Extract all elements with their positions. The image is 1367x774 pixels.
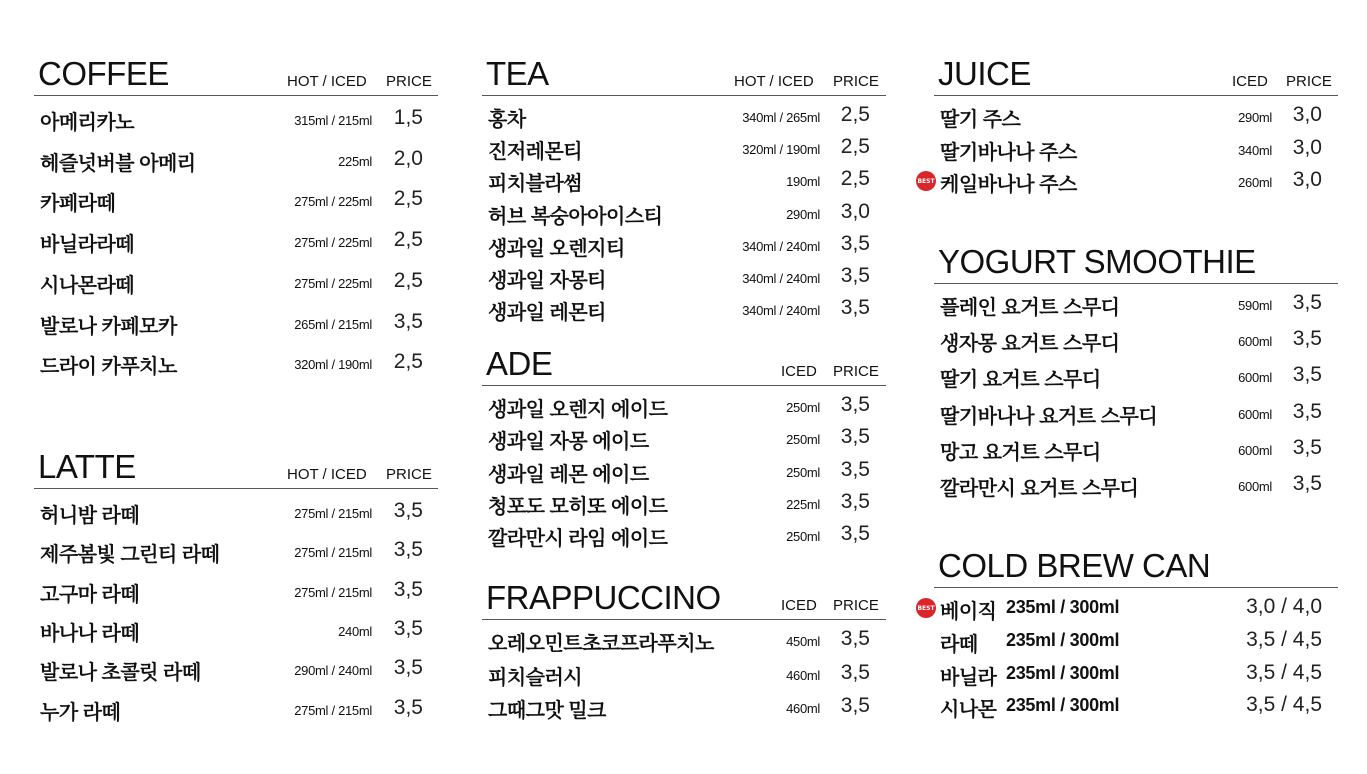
tea-header xyxy=(482,55,886,96)
tea-item xyxy=(482,262,886,292)
yogurt-item-price: 3,5 xyxy=(1292,435,1322,459)
coffee-item-size: 315ml / 215ml xyxy=(294,113,372,128)
yogurt-item-name: 망고 요거트 스무디 xyxy=(940,441,1101,464)
tea-item-price: 3,5 xyxy=(840,231,870,255)
latte-item xyxy=(34,497,438,527)
ade-item xyxy=(482,456,886,486)
tea-title: TEA xyxy=(486,55,549,92)
yogurt-item-name: 플레인 요거트 스무디 xyxy=(940,297,1120,319)
best-badge-icon: BEST xyxy=(916,171,936,191)
yogurt-item-size: 600ml xyxy=(1238,479,1272,494)
tea-item xyxy=(482,198,886,228)
frappuccino-item xyxy=(482,625,886,655)
best-badge-icon: BEST xyxy=(916,598,936,618)
frappuccino-title: FRAPPUCCINO xyxy=(486,579,721,616)
coffee-item xyxy=(34,226,438,256)
latte-size-column-header: HOT / ICED xyxy=(287,466,367,483)
tea-item xyxy=(482,230,886,260)
tea-item-price: 3,5 xyxy=(840,296,870,320)
latte-item xyxy=(34,694,438,724)
ade-item-price: 3,5 xyxy=(840,425,870,449)
frappuccino-size-column-header: ICED xyxy=(781,597,817,614)
yogurt-item-size: 600ml xyxy=(1238,442,1272,458)
latte-item-name: 제주봄빛 그린티 라떼 xyxy=(40,544,220,567)
yogurt-item-name: 깔라만시 요거트 스무디 xyxy=(940,478,1139,500)
coffee-item-name: 바닐라라떼 xyxy=(40,234,135,257)
latte-item-price: 3,5 xyxy=(393,695,423,719)
frappuccino-section xyxy=(482,579,886,722)
latte-item-size: 275ml / 215ml xyxy=(294,545,372,561)
tea-item-price: 3,0 xyxy=(840,199,870,223)
latte-item-size: 240ml xyxy=(338,623,372,639)
yogurt-item-size: 600ml xyxy=(1238,334,1272,350)
coffee-item xyxy=(34,104,438,134)
tea-item-name: 생과일 자몽티 xyxy=(488,270,606,292)
ade-item xyxy=(482,488,886,518)
juice-section xyxy=(917,55,1338,196)
ade-item-name: 생과일 레몬 에이드 xyxy=(488,463,649,486)
yogurt-item-size: 600ml xyxy=(1238,370,1272,386)
coffee-item-price: 2,5 xyxy=(393,187,423,211)
coffee-item-name: 카페라떼 xyxy=(40,193,116,216)
yogurt-item-price: 3,5 xyxy=(1292,327,1322,351)
juice-item-price: 3,0 xyxy=(1292,135,1322,159)
yogurt-section xyxy=(934,243,1338,500)
latte-item-name: 발로나 초콜릿 라떼 xyxy=(40,662,201,685)
juice-item-size: 260ml xyxy=(1238,175,1272,190)
coldbrew-item-size: 235ml / 300ml xyxy=(1006,629,1120,650)
tea-item-price: 2,5 xyxy=(840,103,870,126)
latte-item-size: 275ml / 215ml xyxy=(294,506,372,521)
latte-item-name: 허니밤 라떼 xyxy=(40,505,140,527)
tea-item-size: 320ml / 190ml xyxy=(742,142,820,158)
latte-item xyxy=(34,615,438,645)
yogurt-item-name: 딸기 요거트 스무디 xyxy=(940,369,1101,392)
yogurt-item-name: 딸기바나나 요거트 스무디 xyxy=(940,405,1158,428)
ade-size-column-header: ICED xyxy=(781,363,817,380)
latte-item-price: 3,5 xyxy=(393,656,423,680)
latte-item-price: 3,5 xyxy=(393,499,423,522)
coldbrew-item xyxy=(917,593,1338,623)
ade-item-size: 250ml xyxy=(786,400,820,415)
coldbrew-item-name: 라떼 xyxy=(940,633,978,656)
frappuccino-price-column-header: PRICE xyxy=(833,597,879,614)
ade-item-price: 3,5 xyxy=(840,393,870,416)
tea-item xyxy=(482,294,886,324)
yogurt-item xyxy=(934,325,1338,355)
coffee-item-price: 2,5 xyxy=(393,228,423,252)
coffee-header xyxy=(34,55,438,96)
coffee-item xyxy=(34,308,438,338)
coffee-item xyxy=(34,145,438,175)
coffee-item-name: 드라이 카푸치노 xyxy=(40,356,177,379)
coffee-item-name: 아메리카노 xyxy=(40,112,135,134)
yogurt-item xyxy=(934,470,1338,500)
coldbrew-item xyxy=(934,691,1338,721)
coffee-item-size: 275ml / 225ml xyxy=(294,194,372,210)
juice-item-name: 딸기 주스 xyxy=(940,109,1021,131)
yogurt-item xyxy=(934,434,1338,464)
tea-item-size: 190ml xyxy=(786,174,820,190)
coffee-price-column-header: PRICE xyxy=(386,73,432,90)
frappuccino-header xyxy=(482,579,886,620)
juice-item-price: 3,0 xyxy=(1292,168,1322,191)
yogurt-item-size: 600ml xyxy=(1238,406,1272,422)
frappuccino-item-price: 3,5 xyxy=(840,660,870,684)
tea-price-column-header: PRICE xyxy=(833,73,879,90)
yogurt-item-size: 590ml xyxy=(1238,298,1272,313)
coldbrew-header xyxy=(934,547,1338,588)
yogurt-item-price: 3,5 xyxy=(1292,472,1322,495)
frappuccino-item-price: 3,5 xyxy=(840,694,870,717)
coldbrew-title: COLD BREW CAN xyxy=(938,547,1211,584)
ade-item xyxy=(482,391,886,421)
latte-item-size: 290ml / 240ml xyxy=(294,663,372,679)
yogurt-item-price: 3,5 xyxy=(1292,363,1322,387)
tea-item-size: 340ml / 240ml xyxy=(742,303,820,319)
ade-item-size: 250ml xyxy=(786,529,820,545)
coldbrew-item-size: 235ml / 300ml xyxy=(1006,662,1120,683)
frappuccino-item-name: 그때그맛 밀크 xyxy=(488,700,606,722)
juice-price-column-header: PRICE xyxy=(1286,73,1332,90)
juice-item xyxy=(917,166,1338,196)
juice-size-column-header: ICED xyxy=(1232,73,1268,90)
coffee-item-price: 3,5 xyxy=(393,309,423,333)
ade-section xyxy=(482,345,886,551)
latte-item-name: 바나나 라떼 xyxy=(40,622,140,645)
latte-section xyxy=(34,448,438,724)
latte-item-name: 누가 라떼 xyxy=(40,701,121,724)
ade-item xyxy=(482,520,886,550)
juice-item xyxy=(934,101,1338,131)
coldbrew-item xyxy=(934,659,1338,689)
yogurt-item xyxy=(934,361,1338,391)
frappuccino-item-size: 460ml xyxy=(786,667,820,683)
ade-item-size: 250ml xyxy=(786,464,820,480)
yogurt-item-name: 생자몽 요거트 스무디 xyxy=(940,333,1120,356)
latte-item-price: 3,5 xyxy=(393,577,423,601)
coldbrew-item-name: 베이직 xyxy=(940,601,997,623)
yogurt-item xyxy=(934,289,1338,319)
coffee-item-size: 225ml xyxy=(338,153,372,169)
juice-item-price: 3,0 xyxy=(1292,103,1322,126)
coffee-item-size: 320ml / 190ml xyxy=(294,357,372,373)
coffee-item-price: 2,0 xyxy=(393,146,423,170)
ade-header xyxy=(482,345,886,386)
coffee-item-size: 265ml / 215ml xyxy=(294,316,372,332)
tea-item-name: 생과일 오렌지티 xyxy=(488,237,625,260)
latte-title: LATTE xyxy=(38,448,136,485)
tea-item-price: 3,5 xyxy=(840,264,870,287)
juice-item xyxy=(934,134,1338,164)
latte-item xyxy=(34,576,438,606)
coldbrew-item-price: 3,0 / 4,0 xyxy=(1246,595,1322,618)
yogurt-item-price: 3,5 xyxy=(1292,291,1322,314)
tea-item xyxy=(482,133,886,163)
tea-item-size: 340ml / 240ml xyxy=(742,238,820,254)
latte-item-price: 3,5 xyxy=(393,538,423,562)
frappuccino-item xyxy=(482,659,886,689)
yogurt-item-price: 3,5 xyxy=(1292,399,1322,423)
tea-item-price: 2,5 xyxy=(840,167,870,191)
tea-item-size: 340ml / 240ml xyxy=(742,271,820,286)
tea-item-name: 생과일 레몬티 xyxy=(488,302,606,325)
tea-size-column-header: HOT / ICED xyxy=(734,73,814,90)
frappuccino-item-size: 450ml xyxy=(786,634,820,649)
coffee-item-name: 헤즐넛버블 아메리 xyxy=(40,152,196,175)
ade-title: ADE xyxy=(486,345,553,382)
juice-item-size: 340ml xyxy=(1238,142,1272,158)
coffee-item-size: 275ml / 225ml xyxy=(294,235,372,251)
latte-item xyxy=(34,654,438,684)
juice-header xyxy=(934,55,1338,96)
latte-item xyxy=(34,536,438,566)
tea-item-size: 340ml / 265ml xyxy=(742,110,820,125)
coffee-item-size: 275ml / 225ml xyxy=(294,275,372,291)
coffee-item xyxy=(34,185,438,215)
frappuccino-item-name: 피치슬러시 xyxy=(488,666,583,689)
juice-item-name: 딸기바나나 주스 xyxy=(940,141,1077,164)
tea-item-name: 진저레몬티 xyxy=(488,141,583,164)
ade-item-price: 3,5 xyxy=(840,522,870,546)
ade-item xyxy=(482,423,886,453)
tea-item xyxy=(482,165,886,195)
latte-price-column-header: PRICE xyxy=(386,466,432,483)
tea-item-price: 2,5 xyxy=(840,135,870,159)
coldbrew-item-price: 3,5 / 4,5 xyxy=(1246,660,1322,684)
coffee-title: COFFEE xyxy=(38,55,169,92)
yogurt-title: YOGURT SMOOTHIE xyxy=(938,243,1256,280)
coffee-item-price: 1,5 xyxy=(393,106,423,129)
frappuccino-item-price: 3,5 xyxy=(840,627,870,650)
ade-item-name: 깔라만시 라임 에이드 xyxy=(488,528,668,551)
latte-item-size: 275ml / 215ml xyxy=(294,584,372,600)
ade-item-name: 생과일 자몽 에이드 xyxy=(488,431,649,454)
latte-item-price: 3,5 xyxy=(393,616,423,640)
tea-item-name: 피치블라썸 xyxy=(488,173,583,196)
coldbrew-item-price: 3,5 / 4,5 xyxy=(1246,693,1322,717)
juice-title: JUICE xyxy=(938,55,1031,92)
coldbrew-item-price: 3,5 / 4,5 xyxy=(1246,627,1322,651)
ade-item-name: 청포도 모히또 에이드 xyxy=(488,495,668,518)
latte-header xyxy=(34,448,438,489)
coldbrew-item xyxy=(934,626,1338,656)
latte-item-size: 275ml / 215ml xyxy=(294,702,372,718)
frappuccino-item-size: 460ml xyxy=(786,701,820,716)
coffee-item-name: 발로나 카페모카 xyxy=(40,315,177,338)
latte-item-name: 고구마 라떼 xyxy=(40,583,140,606)
coffee-item xyxy=(34,267,438,297)
frappuccino-item-name: 오레오민트초코프라푸치노 xyxy=(488,633,714,655)
tea-section xyxy=(482,55,886,325)
coldbrew-item-name: 시나몬 xyxy=(940,699,997,722)
coldbrew-section xyxy=(917,547,1338,722)
coldbrew-item-name: 바닐라 xyxy=(940,666,997,689)
ade-item-price: 3,5 xyxy=(840,489,870,513)
coldbrew-item-size: 235ml / 300ml xyxy=(1006,695,1120,716)
yogurt-item xyxy=(934,398,1338,428)
ade-item-size: 250ml xyxy=(786,432,820,448)
frappuccino-item xyxy=(482,692,886,722)
coffee-item xyxy=(34,348,438,378)
tea-item-size: 290ml xyxy=(786,206,820,222)
ade-item-price: 3,5 xyxy=(840,457,870,481)
yogurt-header xyxy=(934,243,1338,284)
tea-item-name: 홍차 xyxy=(488,109,526,131)
coffee-item-price: 2,5 xyxy=(393,268,423,292)
coffee-section xyxy=(34,55,438,379)
ade-item-size: 225ml xyxy=(786,496,820,512)
coffee-item-price: 2,5 xyxy=(393,350,423,374)
coldbrew-item-size: 235ml / 300ml xyxy=(1006,597,1120,617)
juice-item-name: 케일바나나 주스 xyxy=(940,174,1077,196)
tea-item-name: 허브 복숭아아이스티 xyxy=(488,205,663,228)
tea-item xyxy=(482,101,886,131)
coffee-item-name: 시나몬라떼 xyxy=(40,274,135,297)
coffee-size-column-header: HOT / ICED xyxy=(287,73,367,90)
juice-item-size: 290ml xyxy=(1238,110,1272,125)
ade-item-name: 생과일 오렌지 에이드 xyxy=(488,399,668,421)
ade-price-column-header: PRICE xyxy=(833,363,879,380)
